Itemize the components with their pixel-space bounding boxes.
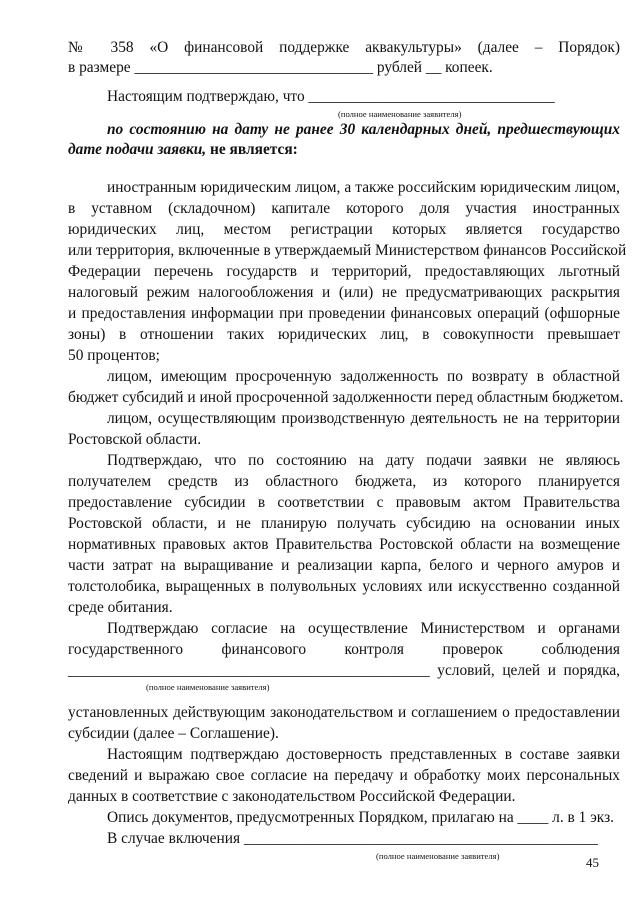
text-line: Федерации перечень государств и территорий, предоставляющих льготный (68, 263, 620, 280)
text-line: среде обитания. (68, 599, 173, 616)
text-line: № 358 «О финансовой поддержке аквакультуры» (далее – Порядок) (68, 39, 620, 56)
text-line: установленных действующим законодательством и соглашением о предоставлении (68, 704, 620, 721)
text-line: _______________________________________________ условий, целей и порядка, (68, 662, 620, 679)
text-line: нормативных правовых актов Правительства Ростовской области на возмещение (68, 536, 620, 553)
text-line: получателем средств из областного бюджета, из которого планируется (68, 473, 620, 490)
field-caption: (полное наименование заявителя) (376, 851, 500, 861)
text-line: юридических лиц, местом регистрации которых является государство (68, 221, 620, 238)
text-line: или территория, включенные в утверждаемый Министерством финансов Российской (68, 242, 627, 259)
emphasis-text: не является: (206, 141, 298, 158)
text-line: государственного финансового контроля проверок соблюдения (68, 641, 620, 658)
text-line: 50 процентов; (68, 347, 160, 364)
emphasis-text: дате подачи заявки, (68, 141, 207, 158)
text-line: Настоящим подтверждаю достоверность представленных в составе заявки (107, 746, 620, 763)
field-caption: (полное наименование заявителя) (338, 109, 462, 119)
text-line: части затрат на выращивание и реализации карпа, белого и черного амуров и (68, 557, 620, 574)
text-line: Подтверждаю согласие на осуществление Министерством и органами (107, 620, 620, 637)
text-line: данных в соответствие с законодательством Российской Федерации. (68, 788, 516, 805)
text-line: Настоящим подтверждаю, что ________________________________ (107, 88, 555, 105)
page-number: 45 (586, 855, 599, 870)
text-line: иностранным юридическим лицом, а также российским юридическим лицом, (107, 179, 620, 196)
text-line: и предоставления информации при проведении финансовых операций (офшорные (68, 305, 620, 322)
text-line: в уставном (складочном) капитале которого доля участия иностранных (68, 200, 620, 217)
text-line (68, 140, 620, 160)
text-line: Ростовской области. (68, 431, 202, 448)
text-line: бюджет субсидий и иной просроченной задолженности перед областным бюджетом. (68, 389, 624, 406)
text-line: субсидии (далее – Соглашение). (68, 725, 279, 742)
text-line: сведений и выражаю свое согласие на передачу и обработку моих персональных (68, 767, 620, 784)
text-line: толстолобика, выращенных в полувольных условиях или искусственно созданной (68, 578, 620, 595)
text-line: налоговый режим налогообложения и (или) не предусматривающих раскрытия (68, 284, 620, 301)
text-line: предоставление субсидии в соответствии с правовым актом Правительства (68, 494, 620, 511)
text-line: В случае включения ______________________________________________ (107, 830, 598, 847)
text-line: по состоянию на дату не ранее 30 календарных дней, предшествующих (107, 121, 620, 138)
text-line: лицом, имеющим просроченную задолженность по возврату в областной (107, 368, 620, 385)
text-line: Ростовской области, и не планирую получать субсидию на основании иных (68, 515, 620, 532)
text-line: в размере _______________________________ рублей __ копеек. (68, 59, 493, 76)
text-line: лицом, осуществляющим производственную деятельность не на территории (107, 410, 620, 427)
text-line: Опись документов, предусмотренных Порядком, прилагаю на ____ л. в 1 экз. (107, 809, 614, 826)
field-caption: (полное наименование заявителя) (146, 682, 270, 692)
text-line: Подтверждаю, что по состоянию на дату подачи заявки не являюсь (107, 452, 620, 469)
text-line: зоны) в отношении таких юридических лиц, в совокупности превышает (68, 326, 620, 343)
